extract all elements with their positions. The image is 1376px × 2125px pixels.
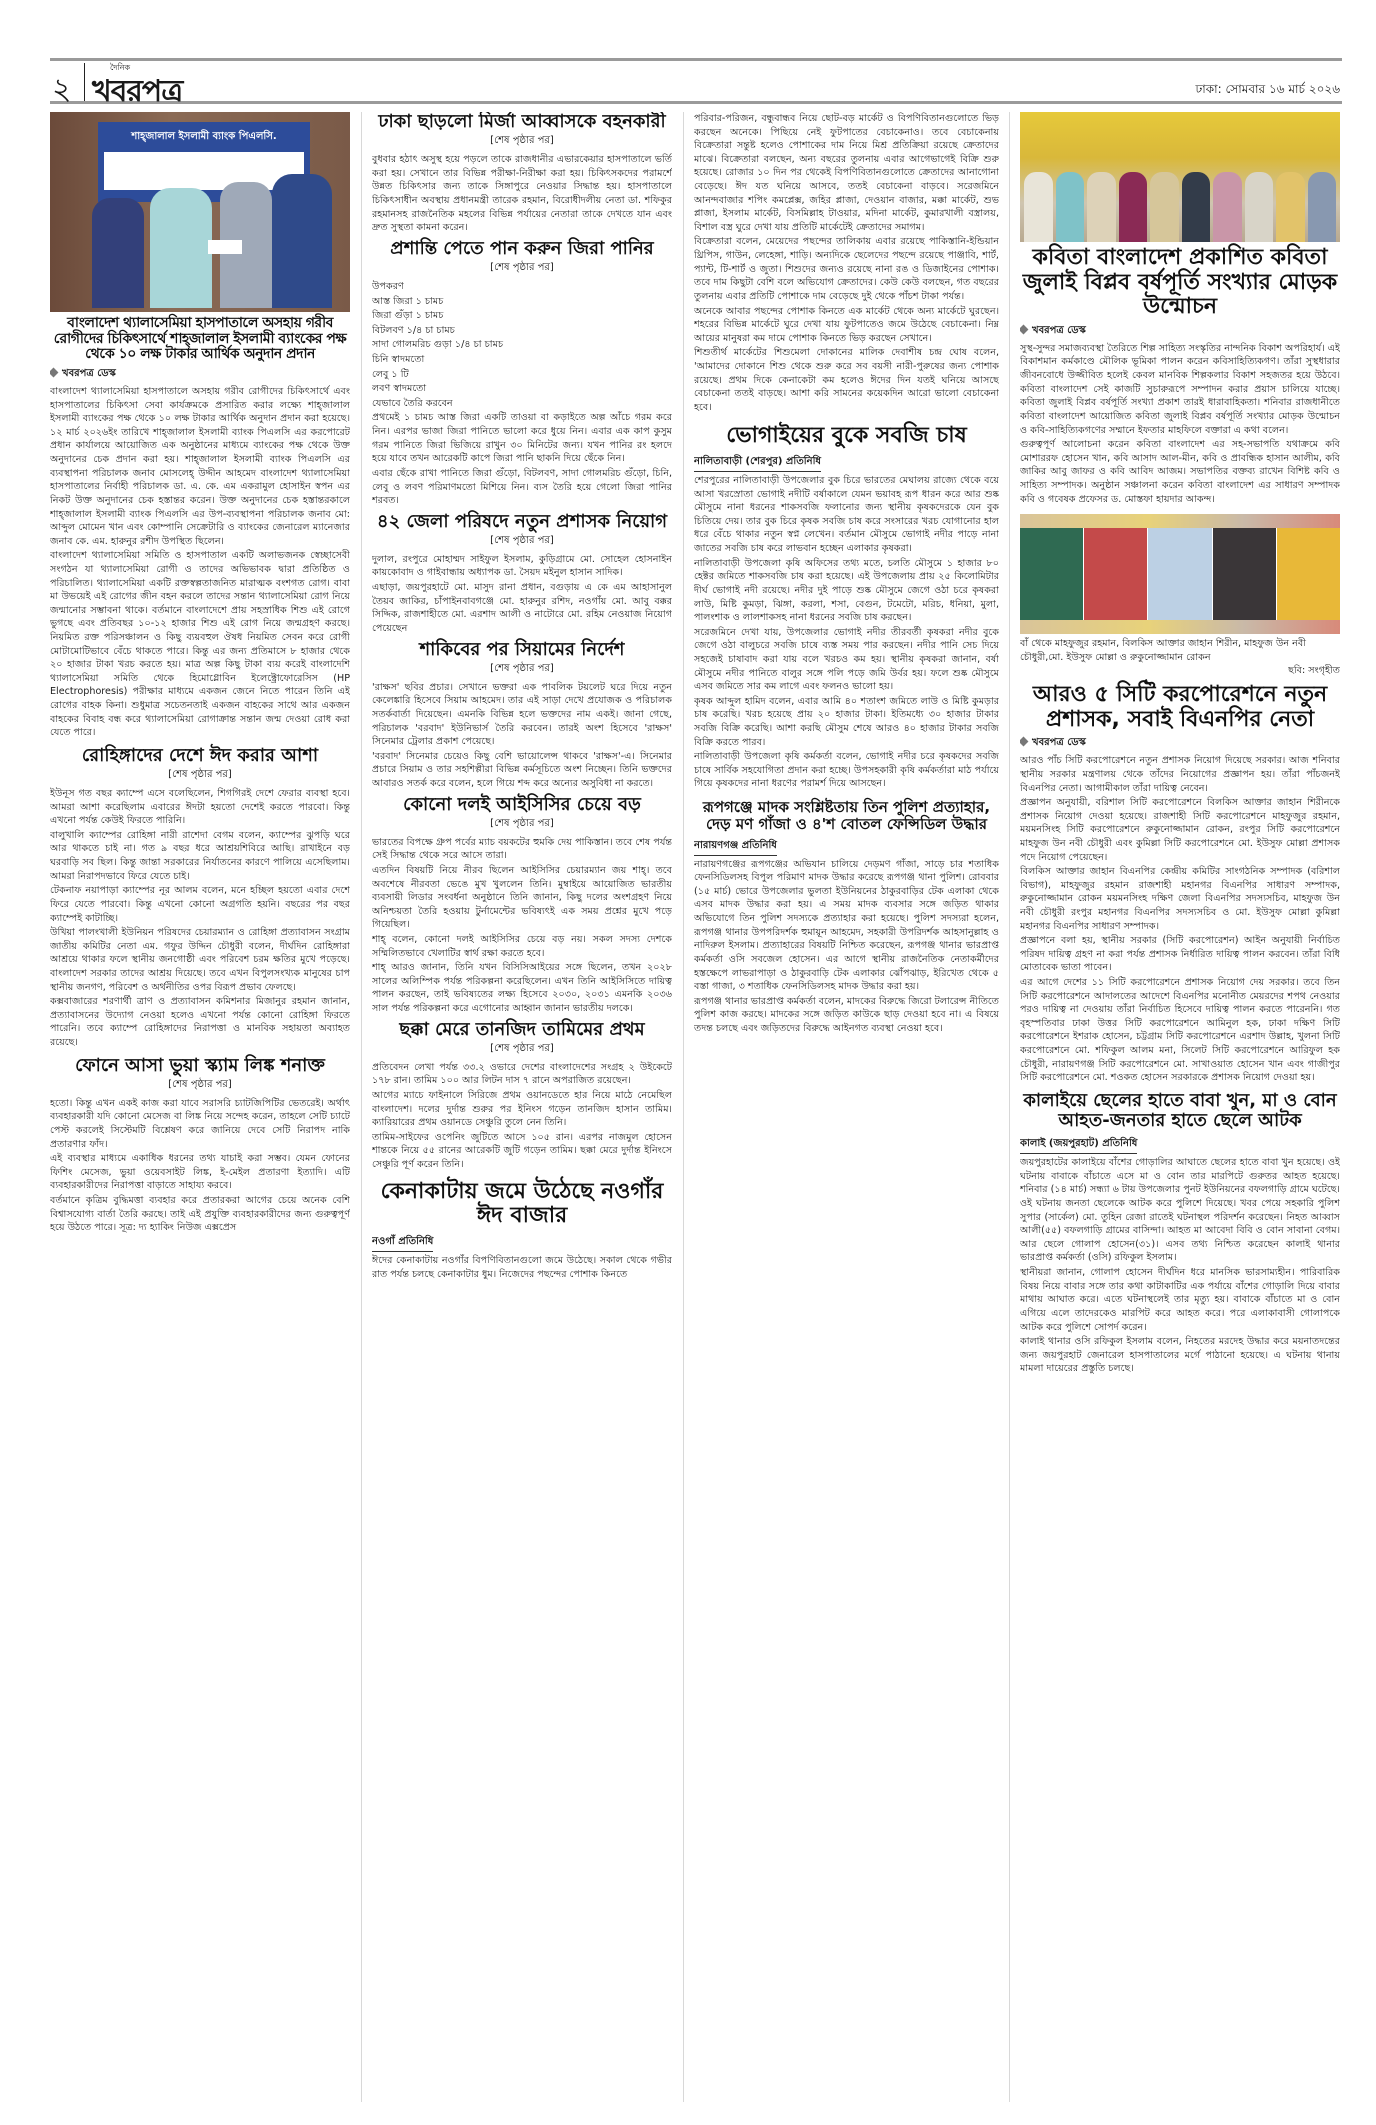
- headline: ছক্কা মেরে তানজিদ তামিমের প্রথম: [399, 1018, 645, 1040]
- portrait: [1213, 528, 1277, 620]
- headline: আরও ৫ সিটি করপোরেশনে নতুন প্রশাসক, সবাই বিএনপির নেতা: [1032, 682, 1328, 732]
- dateline: ঢাকা: সোমবার ১৬ মার্চ ২০২৬: [1195, 82, 1340, 96]
- continued-label: [শেষ পৃষ্ঠার পর]: [490, 534, 554, 546]
- administrators-portraits: [1020, 514, 1340, 634]
- continued-label: [শেষ পৃষ্ঠার পর]: [490, 1042, 554, 1054]
- article-body: প্রথমেই ১ চামচ আস্ত জিরা একটি তাওয়া বা কড়াইতে অল্প আঁচে গরম করে নিন। এরপর ভাজা জিরা পানিতে ভালো করে ধুয়ে নিন। এবার এক কাপ কুসুম গরম পানিতে জিরা ভিজিয়ে রাখুন ৩০ মিনিটের জন্য। যখন পানির রং হলদে হয়ে যাবে তখন আরেকটি কাপে জিরা পানি ছাকনি দিয়ে ছেঁকে নিন। এবার ছেঁকে রাখা পানিতে জিরা গুঁড়ো, বিটলবণ, সাদা গোলমরিচ গুঁড়ো, চিনি, লেবু ও লবণ পরিমাণমতো মিশিয়ে নিন। ব্যস তৈরি হয়ে গেলো জিরা পানির শরবত।: [372, 412, 672, 507]
- paper-prefix: দৈনিক: [110, 63, 131, 72]
- column-2: [372, 112, 672, 1282]
- article-body: আরও পাঁচ সিটি করপোরেশনে নতুন প্রশাসক নিয়োগ দিয়েছে সরকার। আজ শনিবার স্থানীয় সরকার মন্ত্রণালয় থেকে তাঁদের নিয়োগের প্রজ্ঞাপন হয়। তাঁরা পাঁচজনই বিএনপির নেতা। আগামীকাল তাঁরা দায়িত্ব নেবেন। প্রজ্ঞাপন অনুযায়ী, বরিশাল সিটি করপোরেশনে বিলকিস আক্তার জাহান শিরীনকে প্রশাসক নিয়োগ দেওয়া হয়েছে। রাজশাহী সিটি করপোরেশনে মাহফুজুর রহমান, ময়মনসিংহ সিটি করপোরেশনে রুকুনোজ্জামান রোকন, রংপুর সিটি করপোরেশনে মাহফুজ উন নবী চৌধুরী এবং কুমিল্লা সিটি করপোরেশনে মো. ইউসুফ মোল্লা প্রশাসক পদে নিয়োগ পেয়েছেন। বিলকিস আক্তার জাহান বিএনপির কেন্দ্রীয় কমিটির সাংগঠনিক সম্পাদক (বরিশাল বিভাগ), মাহফুজুর রহমান রাজশাহী মহানগর বিএনপির সাধারণ সম্পাদক, রুকুনোজ্জামান রোকন ময়মনসিংহ দক্ষিণ জেলা বিএনপির সদস্যসচিব, মাহফুজ উন নবী চৌধুরী রংপুর মহানগর বিএনপির সদস্যসচিব ও মো. ইউসুফ মোল্লা কুমিল্লা মহানগর বিএনপির সাধারণ সম্পাদক। প্রজ্ঞাপনে বলা হয়, স্থানীয় সরকার (সিটি করপোরেশন) আইন অনুযায়ী নির্বাচিত পরিষদ দায়িত্ব গ্রহণ না করা পর্যন্ত প্রশাসক নির্ধারিত দায়িত্ব পালন করবেন। তাঁরা বিধি মোতাবেক ভাতা পাবেন। এর আগে দেশের ১১ সিটি করপোরেশনে প্রশাসক নিয়োগ দেয় সরকার। তবে তিন সিটি করপোরেশনে আদালতের আদেশে বিএনপির মনোনীত মেয়রদের শপথ নেওয়ার পরও দায়িত্ব না দেওয়ায় তাঁরা নির্বাচিত হিসেবে দায়িত্ব পালন করতে পারেননি। গত বৃহস্পতিবার ঢাকা উত্তর সিটি করপোরেশনে আমিনুল হক, ঢাকা দক্ষিণ সিটি করপোরেশনে ইশরাক হোসেন, চট্টগ্রাম সিটি করপোরেশনে এরশাদ উল্লাহ, খুলনা সিটি করপোরেশনে মো. শফিকুল আলম মনা, সিলেট সিটি করপোরেশনে আরিফুল হক চৌধুরী, নারায়ণগঞ্জ সিটি করপোরেশনে মো. সাখাওয়াত হোসেন খান এবং গাজীপুর সিটি করপোরেশনে মো. শওকত হোসেন সরকারকে প্রশাসক নিয়োগ দেওয়া হয়।: [1020, 755, 1340, 1084]
- column-divider: [1009, 112, 1010, 2102]
- column-4: [1020, 112, 1340, 1377]
- headline: ফোনে আসা ভুয়া স্ক্যাম লিঙ্ক শনাক্ত: [75, 1054, 325, 1076]
- diamond-icon: [1020, 324, 1028, 334]
- article-body: সুস্থ-সুন্দর সমাজব্যবস্থা তৈরিতে শিল্প সাহিত্য সংস্কৃতির নান্দনিক বিকাশ অপরিহার্য। এই বিকাশমান কর্মকাণ্ডে মৌলিক ভূমিকা পালন করেন কবিসাহিত্যিকগণ। তাঁরা সুস্থধারার জীবনবোধে উজ্জীবিত হলেই কেবল মানবিক শিল্পকলার বিকাশ সহজতর হয়ে উঠবে। কবিতা বাংলাদেশ সেই কাজটি সুচারুরূপে সম্পাদন করার প্রয়াস চালিয়ে যাচ্ছে। কবিতা জুলাই বিপ্লব বর্ষপূর্তি সংখ্যা প্রকাশ তারই ধারাবাহিকতা। শনিবার রাজধানীতে কবিতা বাংলাদেশ আয়োজিত কবিতা জুলাই বিপ্লব বর্ষপূর্তি সংখ্যার মোড়ক উন্মোচন ও কবি-সাহিত্যিকগণের সম্মানে ইফতার মাহফিলে বক্তারা এ কথা বলেন। গুরুত্বপূর্ণ আলোচনা করেন কবিতা বাংলাদেশ এর সহ-সভাপতি যথাক্রমে কবি মোশাররফ হোসেন খান, কবি আসাদ আল-মীন, কবি ও প্রাবন্ধিক হাসান আলীম, কবি জাকির আবু জাফর ও কবি আবিদ আজম। সভাপতির বক্তব্য রাখেন বিশিষ্ট কবি ও সাহিত্য সম্পাদক। অনুষ্ঠান সঞ্চালনা করেন কবিতা বাংলাদেশ এর সাধারণ সম্পাদক কবি ও গবেষক প্রফেসর ড. মোস্তফা হায়দার আকন্দ।: [1020, 342, 1340, 505]
- cheque: [208, 240, 242, 254]
- person: [150, 188, 212, 308]
- headline: ৪২ জেলা পরিষদে নতুন প্রশাসক নিয়োগ: [376, 510, 668, 532]
- article-body: বুধবার হঠাৎ অসুস্থ হয়ে পড়লে তাকে রাজধানীর এভারকেয়ার হাসপাতালে ভর্তি করা হয়। সেখানে তার বিভিন্ন পরীক্ষা-নিরীক্ষা করা হয়। চিকিৎসকদের পরামর্শে উন্নত চিকিৎসার জন্য তাকে সিঙ্গাপুরে নেওয়ার সিদ্ধান্ত হয়। হাসপাতালে চিকিৎসাধীন অবস্থায় প্রধানমন্ত্রী তারেক রহমান, বিরোধীদলীয় নেতা ডা. শফিকুর রহমানসহ রাজনৈতিক মহলের বিভিন্ন পর্যায়ের নেতারা তাকে দেখতে যান এবং দ্রুত সুস্থতা কামনা করেন।: [372, 154, 672, 234]
- column-1: [50, 112, 350, 1236]
- page-number: ২: [52, 72, 72, 107]
- diamond-icon: [50, 368, 58, 378]
- byline: কালাই (জয়পুরহাট) প্রতিনিধি: [1020, 1136, 1137, 1154]
- article-body: ইউনূস গত বছর ক্যাম্পে এসে বলেছিলেন, শিগগিরই দেশে ফেরার ব্যবস্থা হবে। আমরা আশা করেছিলাম এবারের ঈদটা হয়তো দেশেই করতে পারবো। কিন্তু এখনো পর্যন্ত কেউই ফিরতে পারিনি। বালুখালি ক্যাম্পের রোহিঙ্গা নারী রাশেদা বেগম বলেন, ক্যাম্পের ঝুপড়ি ঘরে আর থাকতে চাই না। গত ৯ বছর ধরে আশ্রয়শিবিরে আছি। রাখাইনে বড় ঘরবাড়ি সব ছিল। কিন্তু জান্তা সরকারের নির্যাতনের কারণে পালিয়ে এসেছিলাম। আমরা নিরাপদভাবে ফিরে যেতে চাই। টেকনাফ নয়াপাড়া ক্যাম্পের নূর আলম বলেন, মনে হচ্ছিল হয়তো এবার দেশে ফিরে যেতে পারবো। কিন্তু এখনো কোনো অগ্রগতি হয়নি। বছরের পর বছর ক্যাম্পেই কাটাচ্ছি। উখিয়া পালংখালী ইউনিয়ন পরিষদের চেয়ারম্যান ও রোহিঙ্গা প্রত্যাবাসন সংগ্রাম জাতীয় কমিটির নেতা এম. গফুর উদ্দিন চৌধুরী বলেন, দীর্ঘদিন রোহিঙ্গারা আশ্রয়ে থাকার ফলে স্থানীয় জনগোষ্ঠী এবং পরিবেশ চরম ক্ষতির মুখে পড়েছে। বাংলাদেশ সরকার তাদের আশ্রয় দিয়েছে। তবে এখন বিপুলসংখ্যক মানুষের চাপ স্থানীয় জনগণ, পরিবেশ ও অর্থনীতির ওপর বিরূপ প্রভাব ফেলছে। কক্সবাজারের শরণার্থী ত্রাণ ও প্রত্যাবাসন কমিশনার মিজানুর রহমান জানান, প্রত্যাবাসনের উদ্যোগ নেওয়া হলেও এখনো পর্যন্ত কোনো রোহিঙ্গা ফিরতে পারেনি। তবে ক্যাম্পে রোহিঙ্গাদের নিরাপত্তা ও মানবিক সহায়তা অব্যাহত রয়েছে।: [50, 788, 350, 1048]
- byline: খবরপত্র ডেস্ক: [1020, 735, 1340, 752]
- continued-label: [শেষ পৃষ্ঠার পর]: [490, 135, 554, 147]
- book-launch-photo: [1020, 112, 1340, 242]
- headline: কবিতা বাংলাদেশ প্রকাশিত কবিতা জুলাই বিপ্লব বর্ষপূর্তি সংখ্যার মোড়ক উন্মোচন: [1022, 245, 1338, 320]
- article-body: প্রতিবেদন লেখা পর্যন্ত ৩৩.২ ওভারে দেশের বাংলাদেশের সংগ্রহ ২ উইকেটে ১৭৮ রান। তামিম ১০০ আর লিটন দাস ৭ রানে অপরাজিত রয়েছেন। আগের ম্যাচে ফাইনালে সিরিজে প্রথম ওয়ানডেতে হার নিয়ে মাঠে নেমেছিল বাংলাদেশ। দলের দুর্দান্ত শুরুর পর ইনিংস গড়েন তানজিদ হাসান তামিম। ক্যারিয়ারের প্রথম ওয়ানডে সেঞ্চুরি তুলে নেন তিনি। তামিম-সাইফের ওপেনিং জুটিতে আসে ১০৫ রান। এরপর নাজমুল হোসেন শান্তকে নিয়ে ৫৫ রানের আরেকটি জুটি গড়েন তামিম। ছক্কা মেরে দুর্দান্ত ইনিংসে সেঞ্চুরি পূর্ণ করেন তিনি।: [372, 1061, 672, 1171]
- article-body: বাংলাদেশ থ্যালাসেমিয়া হাসপাতালে অসহায় গরীব রোগীদের চিকিৎসার্থে এবং হাসপাতালের চিকিৎসা সেবা কার্যক্রমকে প্রসারিত করার লক্ষ্যে শাহ্জালাল ইসলামী ব্যাংকের পক্ষ থেকে ১০ লক্ষ টাকার আর্থিক অনুদান প্রদান করা হয়েছে। ১২ মার্চ ২০২৬ইং তারিখে শাহ্জালাল ইসলামী ব্যাংক পিএলসি এর করপোরেট প্রধান কার্যালয়ে আয়োজিত এক অনুষ্ঠানের মাধ্যমে ব্যাংকের পক্ষ থেকে উক্ত অনুদানের চেক প্রদান করা হয়। শাহ্জালাল ইসলামী ব্যাংক পিএলসি এর ব্যবস্থাপনা পরিচালক জনাব মোসলেহ্ উদ্দীন আহমেদ বাংলাদেশ থ্যালাসেমিয়া হাসপাতালের নির্বাহী পরিচালক ডা. এ. কে. এম একরামুল হোসাইন স্বপন এর নিকট উক্ত অনুদানের চেক হস্তান্তর করেন। উক্ত অনুদানের চেক হস্তান্তরকালে শাহ্জালাল ইসলামী ব্যাংক পিএলসি এর উপ-ব্যবস্থাপনা পরিচালক জনাব মো: আব্দুল মোমেন খান এবং কোম্পানি সেক্রেটারি ও ব্যাংকের জেনারেল ম্যানেজার জনাব কে. এম. হারুনুর রশীদ উপস্থিত ছিলেন। বাংলাদেশ থ্যালাসেমিয়া সমিতি ও হাসপাতাল একটি অলাভজনক স্বেচ্ছাসেবী সংগঠন যা থ্যালাসেমিয়া রোগী ও তাদের অভিভাবক দ্বারা প্রতিষ্ঠিত ও পরিচালিত। থ্যালাসেমিয়া একটি রক্তস্বল্পতাজনিত মারাত্মক বংশগত রোগ। বাবা মা উভয়েই এই রোগের জীন বহন করলে তাদের সন্তান থ্যালাসেমিয়া রোগ নিয়ে জন্মানোর সম্ভাবনা থাকে। বর্তমানে বাংলাদেশে প্রায় সহস্রাধিক শিশু এই রোগে ভুগছে এবং প্রতিবছর ১০-১২ হাজার শিশু এই রোগ নিয়ে জন্মগ্রহণ করছে। নিয়মিত রক্ত পরিসঞ্চালন ও কিছু ব্যয়বহুল ঔষধ নিয়মিত সেবন করে রোগী মোটামোটিভাবে বেঁচে থাকতে পারে। কিন্তু এর জন্য প্রতিমাসে ৮ হাজার থেকে ২০ হাজার টাকা খরচ করতে হয়। মাত্র অল্প কিছু টাকা ব্যয় করেই বাংলাদেশি থ্যালাসেমিয়া সমিতি থেকে হিমোগ্লোবিন ইলেক্ট্রোফোরেসিস (HP Electrophoresis) পরীক্ষার মাধ্যমে একজন জেনে নিতে পারেন তিনি এই রোগের বাহক কিনা। শুধুমাত্র সচেতনতাই একজন বাহকের সাথে আর একজন বাহকের বিবাহ বন্ধ করে থ্যালাসেমিয়া রোগাক্রান্ত সন্তান জন্ম দেওয়া রোধ করা যেতে পারে।: [50, 386, 350, 739]
- article-body: দুলাল, রংপুরে মোহাম্মদ সাইফুল ইসলাম, কুড়িগ্রামে মো. সোহেল হোসনাইন কায়কোবাদ ও গাইবান্ধায় অধ্যাপক ডা. সৈয়দ মইনুল হাসান সাদিক। এছাড়া, জয়পুরহাটে মো. মাসুদ রানা প্রধান, বগুড়ায় এ কে এম আহাসানুল তৈয়ব জাকির, চাঁপাইনবাবগঞ্জে মো. হারুনুর রশিদ, নওগাঁয় মো. আবু বক্কর সিদ্দিক, রাজশাহীতে মো. এরশাদ আলী ও নাটোরে মো. রহিম নেওয়াজ নিয়োগ পেয়েছেন: [372, 553, 672, 634]
- person: [92, 198, 144, 308]
- continued-label: [শেষ পৃষ্ঠার পর]: [168, 1078, 232, 1090]
- article-body: শেরপুরের নালিতাবাড়ী উপজেলার বুক চিরে ভারতের মেঘালয় রাজ্যে থেকে বয়ে আসা খরস্রোতা ভোগাই নদীটি বর্ষাকালে যেমন ভয়াবহ রূপ ধারন করে আর শুষ্ক মৌসুমে নানা ধরনের শাকসবজি ফলানোর জন্য স্থানীয় কৃষকদেরকে যেন বুক চিতিয়ে দেয়। তার বুক চিরে কৃষক সবজি চাষ করে সংসারের খরচ যোগানোর হাল ধরে বেঁচে থাকার নতুন স্বপ্ন লেখেন। বর্তমান মৌসুমে ভোগাই নদীর পাড়ে নানা জাতের সবজি চাষ করে লাভবান হচ্ছেন এলাকার কৃষকরা। নালিতাবাড়ী উপজেলা কৃষি অফিসের তথ্য মতে, চলতি মৌসুমে ১ হাজার ৮০ হেক্টর জমিতে শাকসবজি চাষ করা হয়েছে। এই উপজেলায় প্রায় ২৫ কিলোমিটার দীর্ঘ ভোগাই নদী রয়েছে। নদীর দুই পাড়ে শুষ্ক মৌসুমে জেগে ওঠা চরে কৃষকরা লাউ, মিষ্টি কুমড়া, ঝিঙ্গা, করলা, শসা, বেগুন, টমেটো, মরিচ, ধনিয়া, মুলা, পালংশাক ও লালশাকসহ নানা ধরনের সবজি চাষ করছেন। সরেজমিনে দেখা যায়, উপজেলার ভোগাই নদীর তীরবর্তী কৃষকরা নদীর বুকে জেগে ওঠা বালুচরে সবজি চাষে ব্যস্ত সময় পার করছেন। নদীর পানি সেচ দিয়ে সহজেই চাষাবাদ করা যায় বলে খরচও কম হয়। স্থানীয় কৃষকরা জানান, বর্ষা মৌসুমে নদীর পানিতে বালুর সঙ্গে পলি পড়ে জমি উর্বর হয়। ফলে শুষ্ক মৌসুমে এসব জমিতে সার কম লাগে এবং ফলনও ভালো হয়। কৃষক আব্দুল হামিদ বলেন, এবার আমি ৪০ শতাংশ জমিতে লাউ ও মিষ্টি কুমড়ার চাষ করেছি। খরচ হয়েছে প্রায় ২০ হাজার টাকা। ইতিমধ্যে ৩০ হাজার টাকার সবজি বিক্রি করেছি। আশা করছি মৌসুম শেষে আরও ৪০ হাজার টাকার সবজি বিক্রি করতে পারব। নালিতাবাড়ী উপজেলা কৃষি কর্মকর্তা বলেন, ভোগাই নদীর চরে কৃষকদের সবজি চাষে সার্বিক সহযোগিতা প্রদান করা হচ্ছে। উপসহকারী কৃষি কর্মকর্তারা মাঠ পর্যায়ে গিয়ে কৃষকদের নানা ধরণের পরামর্শ দিয়ে আসছেন।: [694, 475, 999, 790]
- headline: শাকিবের পর সিয়ামের নির্দেশ: [419, 638, 625, 660]
- article-body: জয়পুরহাটের কালাইয়ে বাঁশের গোড়ালির আঘাতে ছেলের হাতে বাবা খুন হয়েছে। ওই ঘটনায় বাবাকে বাঁচাতে এসে মা ও বোন তার মারপিটে গুরুতর আহত হয়েছে। শনিবার (১৪ মার্চ) সন্ধ্যা ৬ টায় উপজেলার পুনট ইউনিয়নের বফলগাড়ি গ্রামে ঘটেছে। ওই ঘটনায় জনতা ছেলেকে আটক করে পুলিশে দিয়েছে। খবর পেয়ে সহকারি পুলিশ সুপার (সার্কেল) মো. তুহিন রেজা রাতেই ঘটনাস্থল পরিদর্শন করেছেন। নিহত আব্বাস আলী(৫৫) বফলগাড়ি গ্রামের বাসিন্দা। আহত মা আবেদা বিবি ও বোন সাবানা বেগম। আর ছেলে গোলাপ হোসেন(৩১)। এসব তথ্য নিশ্চিত করেছেন কালাই থানার ভারপ্রাপ্ত কর্মকর্তা (ওসি) রফিকুল ইসলাম। স্থানীয়রা জানান, গোলাপ হোসেন দীর্ঘদিন ধরে মানসিক ভারসাম্যহীন। পারিবারিক বিষয় নিয়ে বাবার সঙ্গে তার কথা কাটাকাটির এক পর্যায়ে বাঁশের গোড়ালি দিয়ে বাবার মাথায় আঘাত করে। এতে ঘটনাস্থলেই তার মৃত্যু হয়। বাবাকে বাঁচাতে মা ও বোন এগিয়ে এলে তাদেরকেও মারপিট করে আহত করে। পরে এলাকাবাসী গোলাপকে আটক করে পুলিশে সোপর্দ করেন। কালাই থানার ওসি রফিকুল ইসলাম বলেন, নিহতের মরদেহ উদ্ধার করে ময়নাতদন্তের জন্য জয়পুরহাট জেনারেল হাসপাতালের মর্গে পাঠানো হয়েছে। এ ঘটনায় থানায় মামলা দায়েরের প্রস্তুতি চলছে।: [1020, 1157, 1340, 1375]
- paper-logo: খবরপত্র: [92, 74, 183, 109]
- photo-caption: বাঁ থেকে মাহফুজুর রহমান, বিলকিস আক্তার জাহান শিরীন, মাহফুজ উন নবী চৌধুরী,মো. ইউসুফ মোল্লা ও রুকুনোজ্জামান রোকন: [1020, 638, 1306, 663]
- article-body: ভারতের বিপক্ষে গ্রুপ পর্বের ম্যাচ বয়কটের হুমকি দেয় পাকিস্তান। তবে শেষ পর্যন্ত সেই সিদ্ধান্ত থেকে সরে আসে তারা। এতদিন বিষয়টি নিয়ে নীরব ছিলেন আইসিসির চেয়ারম্যান জয় শাহ্। তবে অবশেষে নীরবতা ভেঙে মুখ খুললেন তিনি। মুম্বাইয়ে আয়োজিত ভারতীয় ব্যবসায়ী লিডার সংবর্ধনা অনুষ্ঠানে তিনি জানান, কিছু দলের অংশগ্রহণ নিয়ে অনিশ্চয়তা তৈরি হওয়ায় টুর্নামেন্টের ভবিষ্যৎই এক সময় প্রশ্নের মুখে পড়ে গিয়েছিল। শাহ্ বলেন, কোনো দলই আইসিসির চেয়ে বড় নয়। সকল সদস্য দেশকে সম্মিলিতভাবে খেলাটির স্বার্থ রক্ষা করতে হবে। শাহ্ আরও জানান, তিনি যখন বিসিসিআইয়ের সঙ্গে ছিলেন, তখন ২০২৮ সালের অলিম্পিক পর্যন্ত পরিকল্পনা করেছিলেন। এখন তিনি আইসিসিতে দায়িত্ব পালন করছেন, তাই ভবিষ্যতের লক্ষ্য হিসেবে ২০৩০, ২০৩১ এমনকি ২০৩৬ সাল পর্যন্ত পরিকল্পনা করে এগোনোর আহ্বান জানান ভারতীয় দলকে।: [372, 836, 672, 1015]
- column-3: [694, 112, 999, 1037]
- bank-banner-text: শাহ্জালাল ইসলামী ব্যাংক পিএলসি.: [131, 131, 277, 142]
- masthead-divider: [84, 63, 85, 101]
- column-divider: [683, 112, 684, 2102]
- headline: রূপগঞ্জে মাদক সংশ্লিষ্টতায় তিন পুলিশ প্রত্যাহার, দেড় মণ গাঁজা ও ৪'শ বোতল ফেন্সিডিল উদ্ধার: [702, 798, 991, 833]
- byline: নওগাঁ প্রতিনিধি: [372, 1234, 433, 1252]
- portrait: [1148, 528, 1212, 620]
- column-divider: [361, 112, 362, 2102]
- headline: প্রশান্তি পেতে পান করুন জিরা পানির: [390, 237, 654, 259]
- portrait: [1277, 528, 1340, 620]
- byline: নারায়ণগঞ্জ প্রতিনিধি: [694, 838, 777, 856]
- article-body: 'রাক্ষস' ছবির প্রচার। সেখানে ভক্তরা এক পাবলিক টয়লেট ঘরে দিয়ে নতুন কেলেঙ্কারি হিসেবে সিয়াম আহমেদ। তার এই সাড়া দেখে প্রযোজক ও পরিচালক সতর্কবার্তা দিয়েছেন। এমনকি বিভিন্ন হলে ভক্তদের নাম একই। জানা গেছে, পরিচালক 'বরবাদ' ইউনিভার্স তৈরি করবেন। তারই অংশ হিসেবে 'রাক্ষস' সিনেমার ট্রেলার প্রকাশ পেয়েছে। 'বরবাদ' সিনেমার চেয়েও কিছু বেশি ভায়োলেন্স থাকবে 'রাক্ষস'-এ। সিনেমার প্রচারে সিয়াম ও তার সহশিল্পীরা বিভিন্ন কর্মসূচিতে অংশ নিচ্ছেন। তিনি ভক্তদের আবারও সতর্ক করে বলেন, হলে গিয়ে শব্দ করে অন্যের অসুবিধা না করতে।: [372, 681, 672, 789]
- diamond-icon: [1020, 737, 1028, 747]
- recipe-ingredients: উপকরণ আস্ত জিরা ১ চামচ জিরা গুঁড়া ১ চামচ বিটলবণ ১/৪ চা চামচ সাদা গোলমরিচ গুড়া ১/৪ চা চামচ চিনি স্বাদমতো লেবু ১ টি লবণ স্বাদমতো যেভাবে তৈরি করবেন: [372, 280, 504, 409]
- headline: ঢাকা ছাড়লো মির্জা আব্বাসকে বহনকারী: [378, 112, 666, 132]
- article-body: নারায়ণগঞ্জের রূপগঞ্জের অভিযান চালিয়ে দেড়মণ গাঁজা, সাড়ে চার শতাধিক ফেনসিডিলসহ বিপুল পরিমাণ মাদক উদ্ধার করেছে রূপগঞ্জ থানা পুলিশ। রোববার (১৫ মার্চ) ভোরে উপজেলার ভুলতা ইউনিয়নের ঠাকুরবাড়ির টেক এলাকা থেকে এসব মাদক উদ্ধার করা হয়। এ সময় মাদক ব্যবসার সঙ্গে জড়িত থাকার অভিযোগে তিন পুলিশ সদস্যকে প্রত্যাহার করা হয়েছে। পুলিশ সদস্যরা হলেন, রূপগঞ্জ থানার উপপরিদর্শক হুমায়ূন আহমেদ, সহকারী উপরিদর্শক আহসানুল্লাহ ও নাদিরুল ইসলাম। প্রত্যাহারের বিষয়টি নিশ্চিত করেছেন, রূপগঞ্জ থানার ভারপ্রাপ্ত কর্মকর্তা ওসি সবজেল হোসেন। এর আগে স্থানীয় রাজনৈতিক নেতাকর্মীদের হস্তক্ষেপে লাভরাপাড়া ও ঠাকুরবাড়ি টেক এলাকার ঝোঁপঝাড়, ইরিখেত থেকে ৫ বস্তা গাজা, ৩ শতাধিক ফেনসিডিলসহ মাদক উদ্ধার করা হয়। রূপগঞ্জ থানার ভারপ্রাপ্ত কর্মকর্তা বলেন, মাদকের বিরুদ্ধে জিরো টলারেন্স নীতিতে পুলিশ কাজ করছে। মাদকের সঙ্গে জড়িত কাউকে ছাড় দেওয়া হবে না। এ বিষয়ে তদন্ত চলছে এবং জড়িতদের বিরুদ্ধে আইনগত ব্যবস্থা নেওয়া হবে।: [694, 858, 999, 1034]
- bank-donation-photo: [50, 112, 350, 312]
- headline: ভোগাইয়ের বুকে সবজি চাষ: [726, 423, 967, 449]
- continued-label: [শেষ পৃষ্ঠার পর]: [490, 817, 554, 829]
- article-body: পরিবার-পরিজন, বন্ধুবান্ধব নিয়ে ছোট-বড় মার্কেট ও বিপণিবিতানগুলোতে ভিড় করছেন অনেকে। পিছিয়ে নেই ফুটপাতের বেচাকেনাও। তবে বেচাকেনায় বিক্রেতারা সন্তুষ্ট হলেও পোশাকের দাম নিয়ে মিশ্র প্রতিক্রিয়া রয়েছে ক্রেতাদের মাঝে। বিক্রেতারা বলছেন, অন্য বছরের তুলনায় এবার আগেভাগেই বিক্রি শুরু হয়েছে। রোজার ১০ দিন পর থেকেই বিপণিবিতানগুলোতে ক্রেতাদের আনাগোনা বেড়েছে। ঈদ যত ঘনিয়ে আসবে, ততই বেচাকেনা বাড়বে। সরেজমিনে আনন্দবাজার শপিং কমপ্লেক্স, জহির প্লাজা, দেওয়ান বাজার, মক্কা মার্কেট, শুভ প্লাজা, ইসলাম মার্কেট, বিসমিল্লাহ টাওয়ার, মদিনা মার্কেট, কুমারখালী বস্ত্রালয়, বিশাল বস্ত্র ঘুরে দেখা যায় প্রতিটি মার্কেটেই ক্রেতাদের সমাগম। বিক্রেতারা বলেন, মেয়েদের পছন্দের তালিকায় এবার রয়েছে পাকিস্তানি-ইন্ডিয়ান থ্রিপিস, গাউন, লেহেঙ্গা, শাড়ি। অন্যদিকে ছেলেদের পছন্দে রয়েছে পাঞ্জাবি, শার্ট, প্যান্ট, টি-শার্ট ও জুতা। শিশুদের জন্যও রয়েছে নানা রঙ ও ডিজাইনের পোশাক। তবে দাম কিছুটা বেশি বলে অভিযোগ ক্রেতাদের। কেউ কেউ বলছেন, গত বছরের তুলনায় এবার প্রতিটি পোশাকে দাম বেড়েছে দুই থেকে পাঁচশ টাকা পর্যন্ত। অনেকে আবার পছন্দের পোশাক কিনতে এক মার্কেট থেকে অন্য মার্কেটে ঘুরছেন। শহরের বিভিন্ন মার্কেটে ঘুরে দেখা যায় ফুটপাতেও জমে উঠেছে বেচাকেনা। নিম্ন আয়ের মানুষরা কম দামে পোশাক কিনতে ভিড় করছেন সেখানে। শিশুতীর্থ মার্কেটের শিশুমেলা দোকানের মালিক দেবাশীষ চন্দ্র ঘোষ বলেন, 'আমাদের দোকানে শিশু থেকে শুরু করে সব বয়সী নারী-পুরুষের জন্য পোশাক রয়েছে। প্রথম দিকে কেনাকেটা কম হলেও ঈদের দিন যতই ঘনিয়ে আসছে বেচাকেনা ততই বাড়ছে। আশা করি সামনের কয়েকদিন আরো ভালো বেচাকেনা হবে।: [694, 113, 999, 413]
- headline: কোনো দলই আইসিসির চেয়ে বড়: [403, 793, 641, 815]
- continued-label: [শেষ পৃষ্ঠার পর]: [490, 261, 554, 273]
- headline: কালাইয়ে ছেলের হাতে বাবা খুন, মা ও বোন আহত-জনতার হাতে ছেলে আটক: [1023, 1089, 1337, 1132]
- byline: খবরপত্র ডেস্ক: [50, 366, 350, 383]
- continued-label: [শেষ পৃষ্ঠার পর]: [490, 662, 554, 674]
- group-of-people: [1020, 172, 1340, 242]
- person: [272, 174, 332, 308]
- byline: নালিতাবাড়ী (শেরপুর) প্রতিনিধি: [694, 454, 821, 472]
- headline: কেনাকাটায় জমে উঠেছে নওগাঁর ঈদ বাজার: [380, 1178, 664, 1229]
- byline: খবরপত্র ডেস্ক: [1020, 323, 1340, 340]
- article-body: হতো। কিন্তু এখন একই কাজ করা যাবে সরাসরি চ্যাটজিপিটির ভেতরেই। অর্থাৎ ব্যবহারকারী যদি কোনো মেসেজ বা লিঙ্ক নিয়ে সন্দেহ করেন, তাহলে সেটি চ্যাটে পেস্ট করলেই সিস্টেমটি বিশ্লেষণ করে জানিয়ে দেবে সেটি নিরাপদ নাকি প্রতারণার ফাঁদ। এই ব্যবস্থার মাধ্যমে একাধিক ধরনের তথ্য যাচাই করা সম্ভব। যেমন ফোনের ফিশিং মেসেজ, ভুয়া ওয়েবসাইট লিঙ্ক, ই-মেইল প্রতারণা ইত্যাদি। এটি ব্যবহারকারীদের নিরাপত্তা বাড়াতে সাহায্য করবে। বর্তমানে কৃত্রিম বুদ্ধিমত্তা ব্যবহার করে প্রতারকরা আগের চেয়ে অনেক বেশি বিশ্বাসযোগ্য বার্তা তৈরি করছে। তাই এই প্রযুক্তি ব্যবহারকারীদের জন্য গুরুত্বপূর্ণ হয়ে উঠতে পারে। সূত্র: দ্য হ্যাকিং নিউজ এক্সপ্রেস: [50, 1097, 350, 1234]
- headline: বাংলাদেশ থ্যালাসেমিয়া হাসপাতালে অসহায় গরীব রোগীদের চিকিৎসার্থে শাহ্জালাল ইসলামী ব্যাংকের পক্ষ থেকে ১০ লক্ষ টাকার আর্থিক অনুদান প্রদান: [53, 315, 347, 363]
- portrait: [1020, 528, 1084, 620]
- continued-label: [শেষ পৃষ্ঠার পর]: [168, 769, 232, 781]
- portrait: [1084, 528, 1148, 620]
- headline: রোহিঙ্গাদের দেশে ঈদ করার আশা: [81, 744, 319, 766]
- masthead: [50, 58, 1342, 109]
- article-body: ঈদের কেনাকাটায় নওগাঁর বিপণিবিতানগুলো জমে উঠেছে। সকাল থেকে গভীর রাত পর্যন্ত চলছে কেনাকাটার ধুম। নিজেদের পছন্দের পোশাক কিনতে: [372, 1254, 672, 1280]
- photo-credit: ছবি: সংগৃহীত: [1288, 665, 1340, 677]
